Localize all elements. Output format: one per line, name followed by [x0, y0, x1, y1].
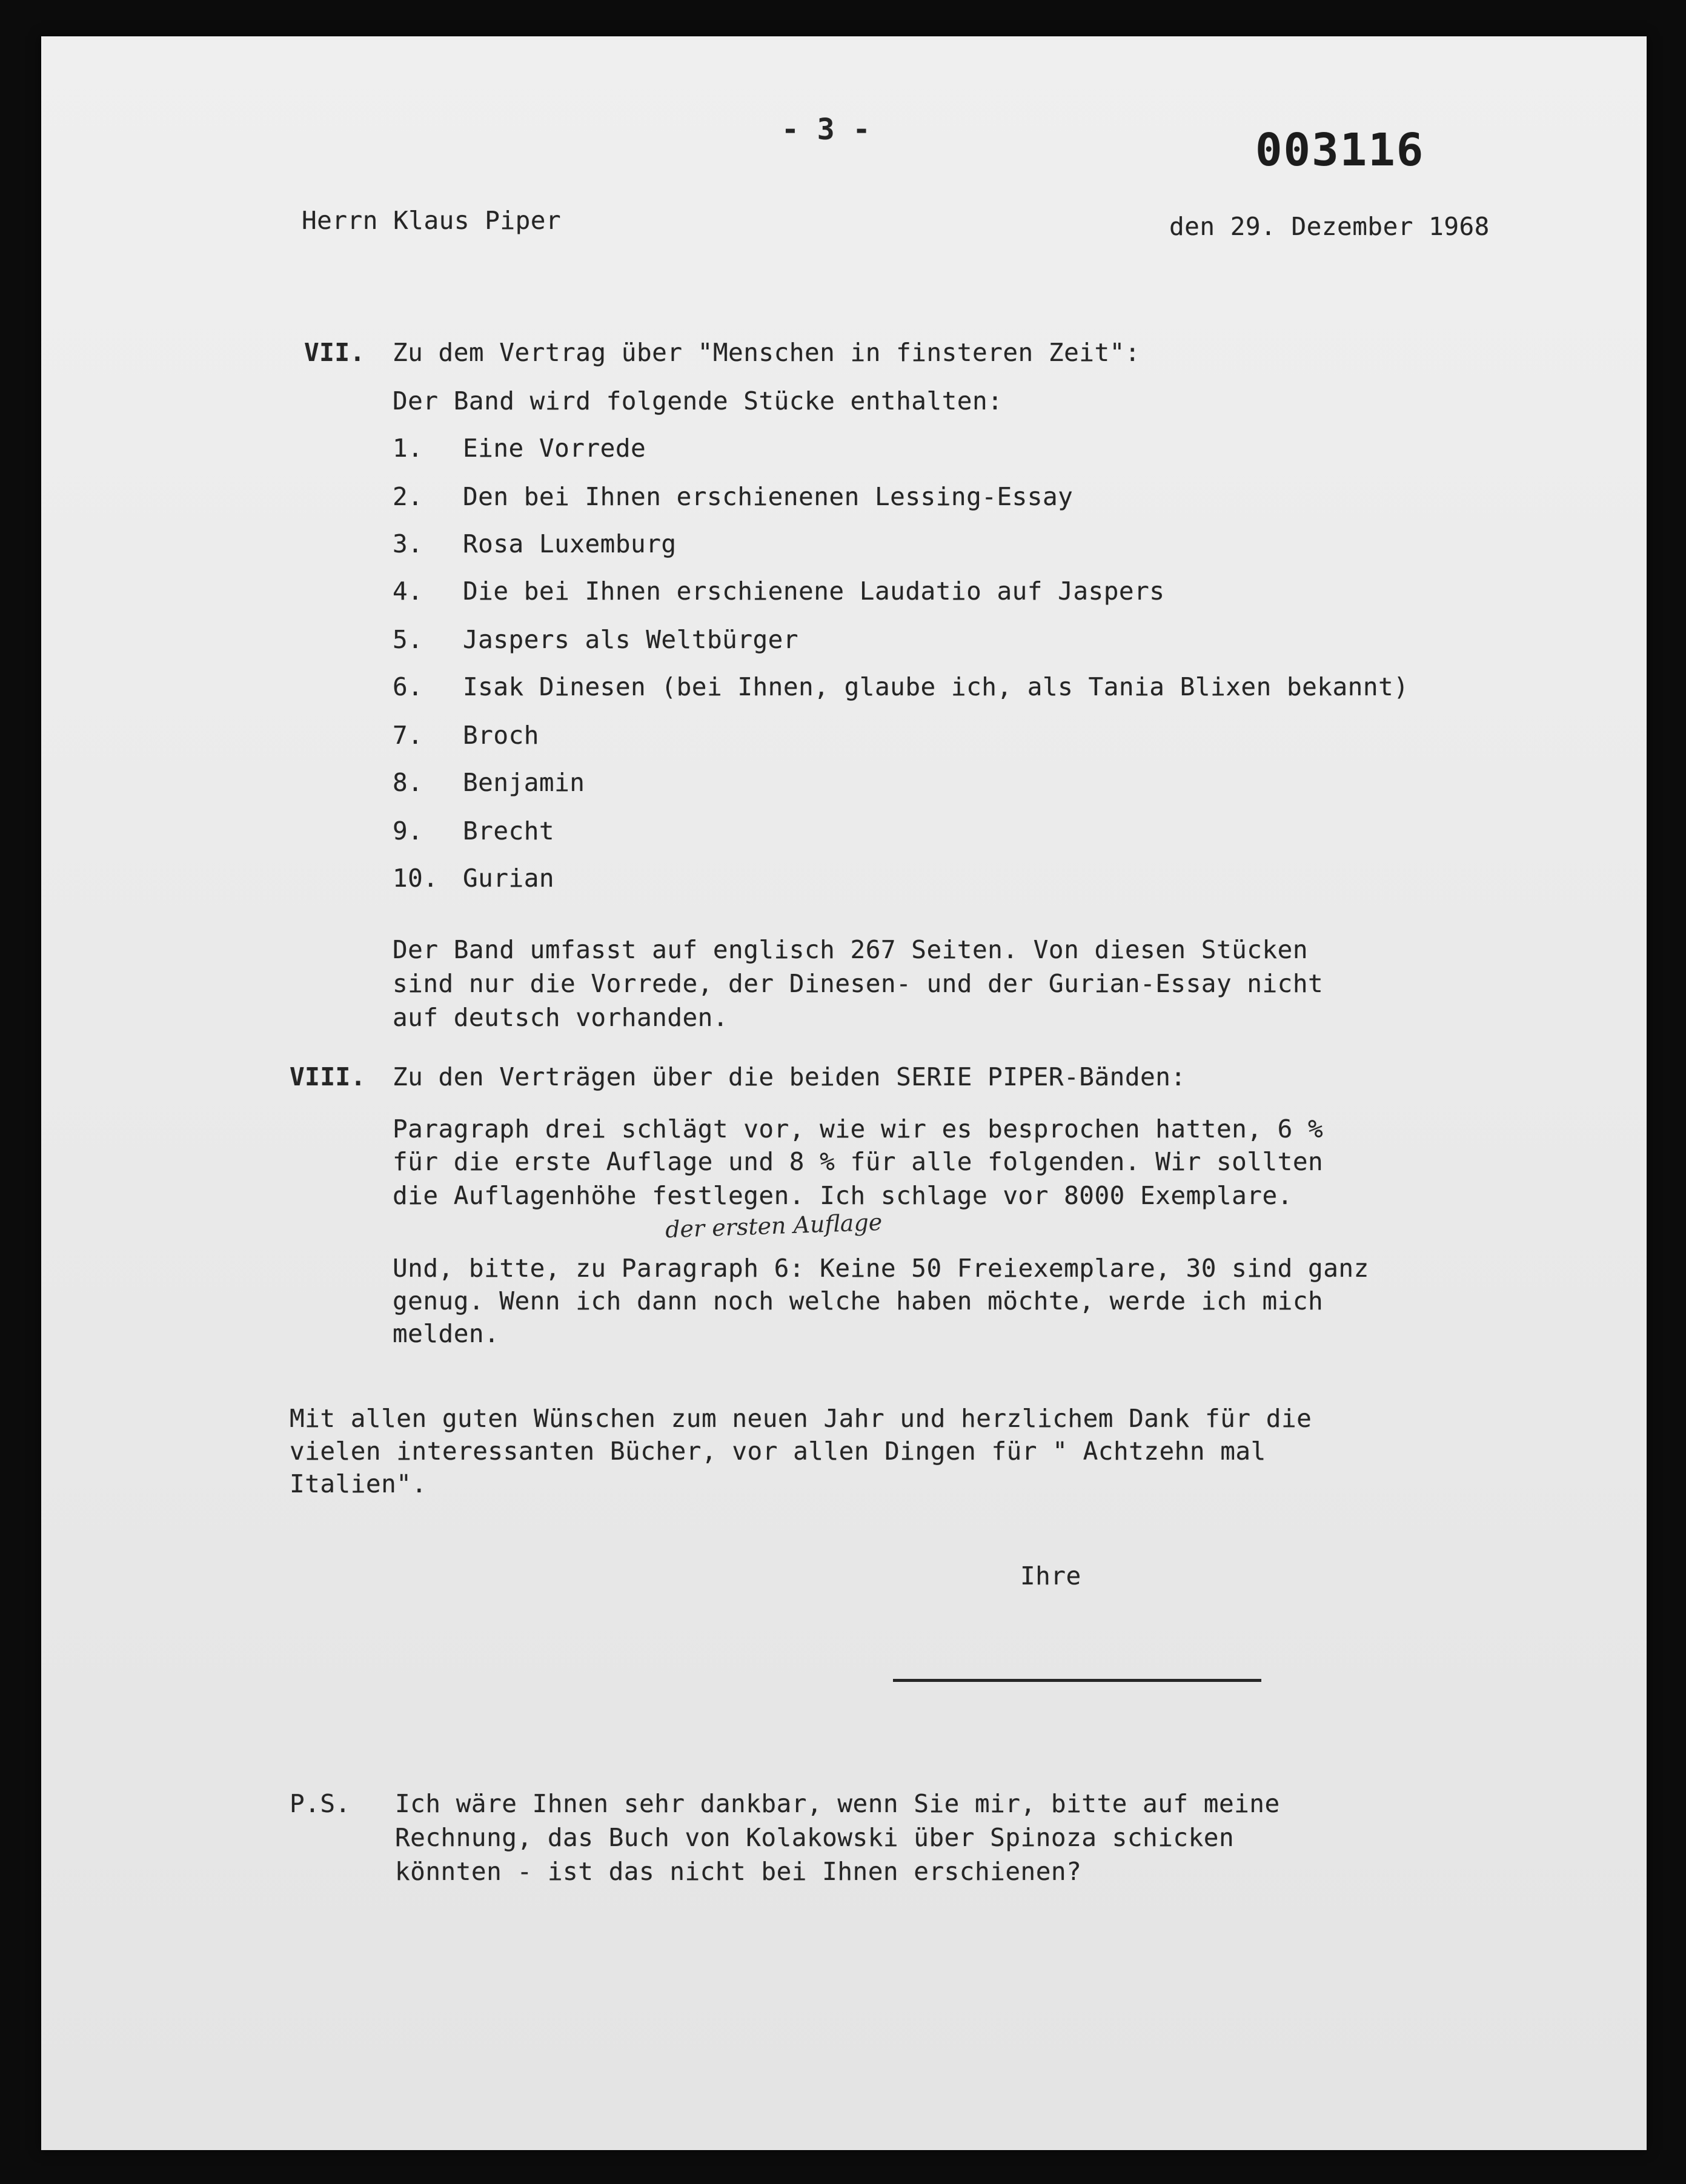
- list-item: [393, 527, 1604, 561]
- page-number: - 3 -: [782, 113, 871, 147]
- list-item: [393, 766, 1604, 799]
- letter-page: [41, 36, 1647, 2150]
- postscript-marker: P.S.: [290, 1789, 351, 1818]
- list-item-text: Die bei Ihnen erschienene Laudatio auf Jaspers: [463, 577, 1165, 606]
- list-item-number: 10.: [393, 864, 439, 893]
- list-item: [393, 431, 1604, 465]
- section-viii-para1-line: für die erste Auflage und 8 % für alle folgenden. Wir sollten: [393, 1147, 1324, 1176]
- list-item-number: 7.: [393, 721, 423, 750]
- closing-line: vielen interessanten Bücher, vor allen Dingen für " Achtzehn mal: [290, 1437, 1266, 1466]
- letter-date: den 29. Dezember 1968: [1169, 212, 1490, 241]
- list-item: [393, 623, 1604, 657]
- list-item-text: Eine Vorrede: [463, 434, 646, 463]
- section-viii-marker: VIII.: [290, 1062, 366, 1091]
- section-viii-para1-line: die Auflagenhöhe festlegen. Ich schlage vor 8000 Exemplare.: [393, 1181, 1293, 1210]
- list-item: [393, 718, 1604, 752]
- list-item-number: 3.: [393, 529, 423, 558]
- closing-line: Mit allen guten Wünschen zum neuen Jahr und herzlichem Dank für die: [290, 1404, 1312, 1433]
- section-viii-para2-line: Und, bitte, zu Paragraph 6: Keine 50 Freiexemplare, 30 sind ganz: [393, 1254, 1369, 1283]
- postscript-line: Rechnung, das Buch von Kolakowski über Spinoza schicken: [395, 1823, 1235, 1852]
- archive-stamp: 003116: [1255, 124, 1425, 176]
- list-item-text: Broch: [463, 721, 539, 750]
- list-item-number: 9.: [393, 816, 423, 845]
- section-viii-heading: Zu den Verträgen über die beiden SERIE PIPER-Bänden:: [393, 1062, 1186, 1091]
- list-item: [393, 670, 1604, 704]
- handwritten-insert: der ersten Auflage: [665, 1208, 883, 1243]
- postscript-line: könnten - ist das nicht bei Ihnen erschienen?: [395, 1857, 1082, 1886]
- section-vii-closing-line: Der Band umfasst auf englisch 267 Seiten. Von diesen Stücken: [393, 935, 1309, 964]
- list-item-number: 6.: [393, 672, 423, 701]
- list-item: [393, 814, 1604, 848]
- section-vii-intro: Der Band wird folgende Stücke enthalten:: [393, 386, 1003, 415]
- section-viii-para2-line: genug. Wenn ich dann noch welche haben möchte, werde ich mich: [393, 1286, 1324, 1315]
- section-vii-closing-line: sind nur die Vorrede, der Dinesen- und der Gurian-Essay nicht: [393, 969, 1324, 998]
- postscript-line: Ich wäre Ihnen sehr dankbar, wenn Sie mir, bitte auf meine: [395, 1789, 1280, 1818]
- list-item-number: 8.: [393, 768, 423, 797]
- list-item-text: Gurian: [463, 864, 555, 893]
- signature-line: [893, 1679, 1261, 1682]
- salutation: Ihre: [1020, 1561, 1081, 1590]
- list-item-text: Rosa Luxemburg: [463, 529, 677, 558]
- list-item-text: Brecht: [463, 816, 555, 845]
- section-viii-para2-line: melden.: [393, 1319, 500, 1348]
- list-item-number: 4.: [393, 577, 423, 606]
- recipient: Herrn Klaus Piper: [302, 206, 562, 235]
- list-item-text: Den bei Ihnen erschienenen Lessing-Essay: [463, 482, 1074, 511]
- list-item-text: Benjamin: [463, 768, 585, 797]
- section-vii-heading: Zu dem Vertrag über "Menschen in finsteren Zeit":: [393, 338, 1141, 367]
- list-item: [393, 574, 1604, 608]
- list-item-text: Isak Dinesen (bei Ihnen, glaube ich, als Tania Blixen bekannt): [463, 672, 1409, 701]
- section-vii-closing-line: auf deutsch vorhanden.: [393, 1003, 729, 1032]
- list-item-number: 2.: [393, 482, 423, 511]
- closing-line: Italien".: [290, 1469, 427, 1498]
- list-item-number: 5.: [393, 625, 423, 654]
- section-viii-para1-line: Paragraph drei schlägt vor, wie wir es besprochen hatten, 6 %: [393, 1114, 1324, 1143]
- list-item: [393, 861, 1604, 895]
- list-item-number: 1.: [393, 434, 423, 463]
- list-item-text: Jaspers als Weltbürger: [463, 625, 799, 654]
- section-vii-marker: VII.: [304, 338, 365, 367]
- list-item: [393, 480, 1604, 514]
